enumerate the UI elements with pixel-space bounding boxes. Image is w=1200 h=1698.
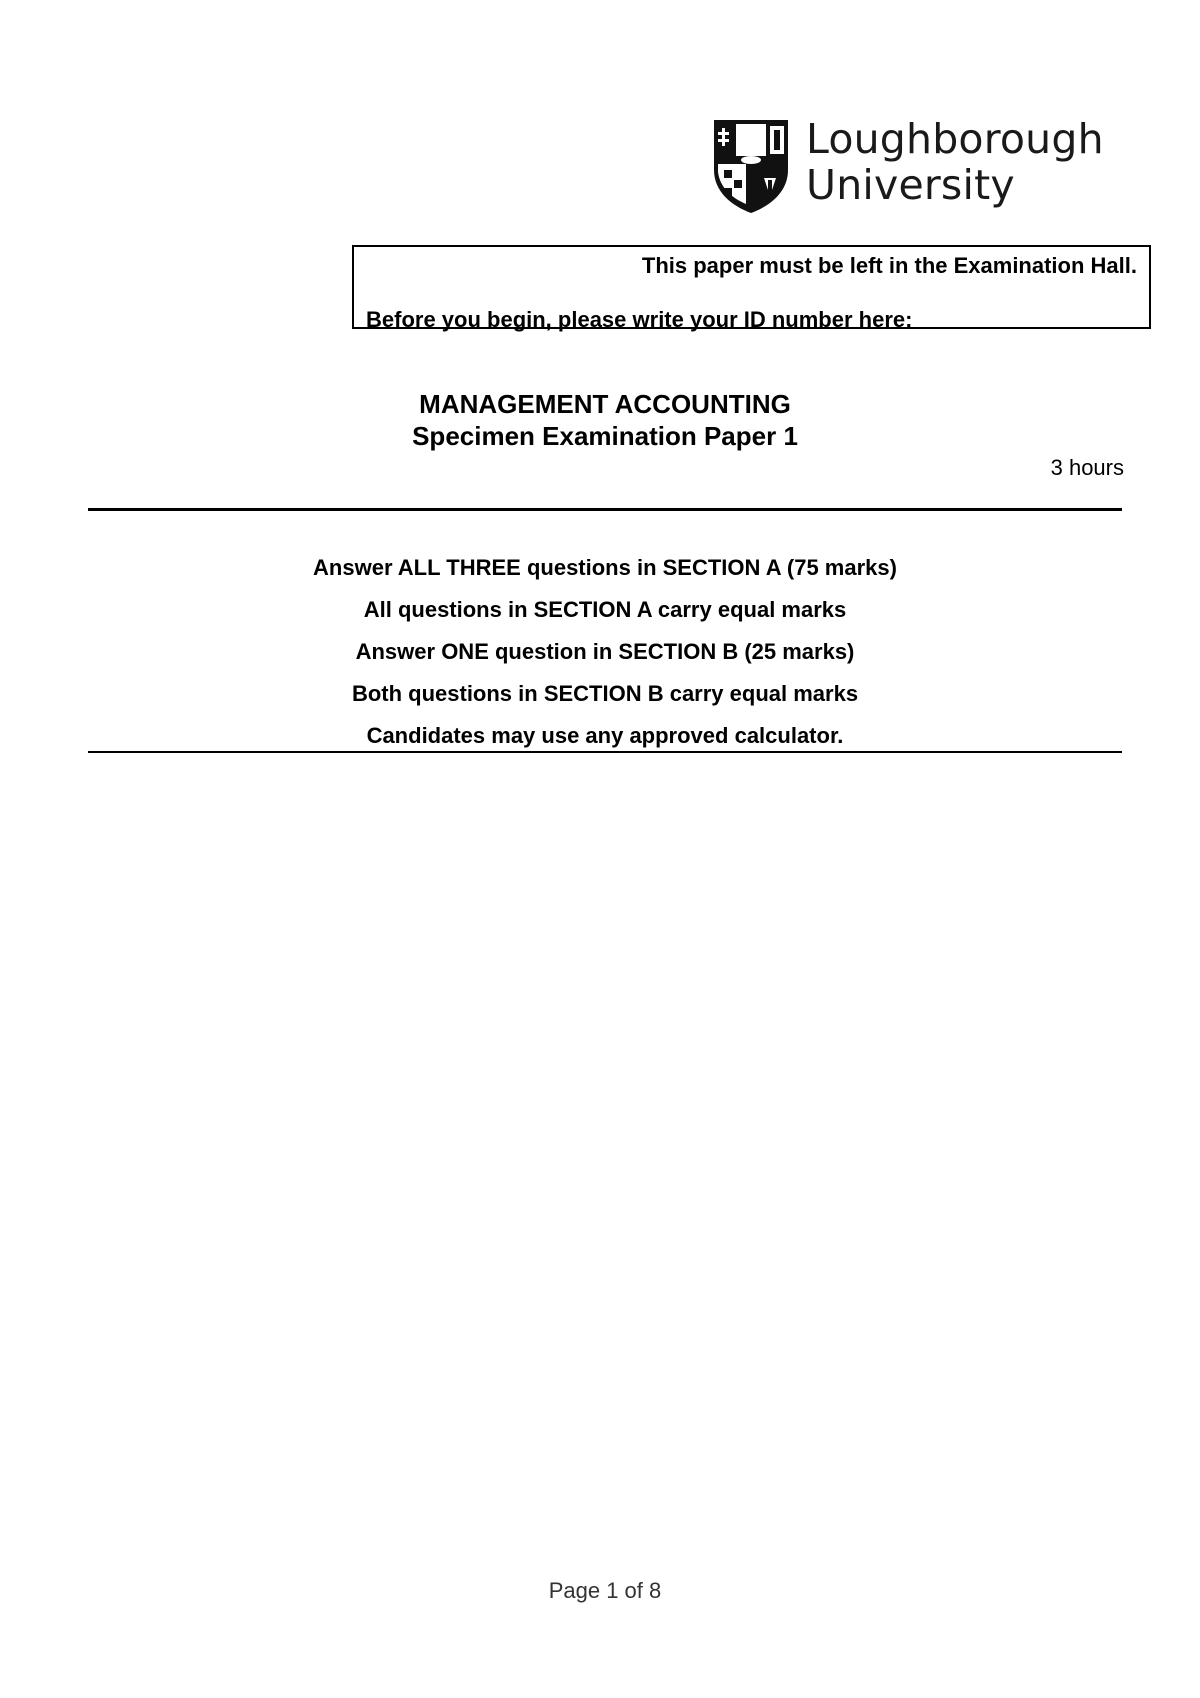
university-name [806, 116, 1104, 208]
university-name-line1: Loughborough [806, 115, 1104, 163]
instruction-line: Answer ALL THREE questions in SECTION A (75 marks) [313, 555, 897, 580]
notice-id-prompt: Before you begin, please write your ID number here: [366, 307, 913, 332]
exam-subtitle: Specimen Examination Paper 1 [412, 421, 798, 451]
university-logo [712, 115, 1104, 218]
divider-top [88, 508, 1122, 511]
university-shield-icon [712, 118, 790, 214]
instruction-line: Candidates may use any approved calculator. [366, 723, 844, 748]
university-name-line2: University [806, 161, 1015, 209]
instruction-line: Both questions in SECTION B carry equal marks [351, 681, 859, 706]
divider-bottom [88, 751, 1122, 753]
exam-title-block [0, 388, 1200, 452]
id-notice-box [352, 245, 1151, 332]
exam-duration: 3 hours [1050, 455, 1124, 480]
exam-title: MANAGEMENT ACCOUNTING [419, 389, 791, 419]
instruction-line: Answer ONE question in SECTION B (25 marks) [355, 639, 855, 664]
notice-leave-paper: This paper must be left in the Examination Hall. [641, 253, 1137, 278]
page-number: Page 1 of 8 [548, 1578, 662, 1603]
exam-instructions [0, 553, 1200, 763]
instruction-line: All questions in SECTION A carry equal marks [363, 597, 847, 622]
